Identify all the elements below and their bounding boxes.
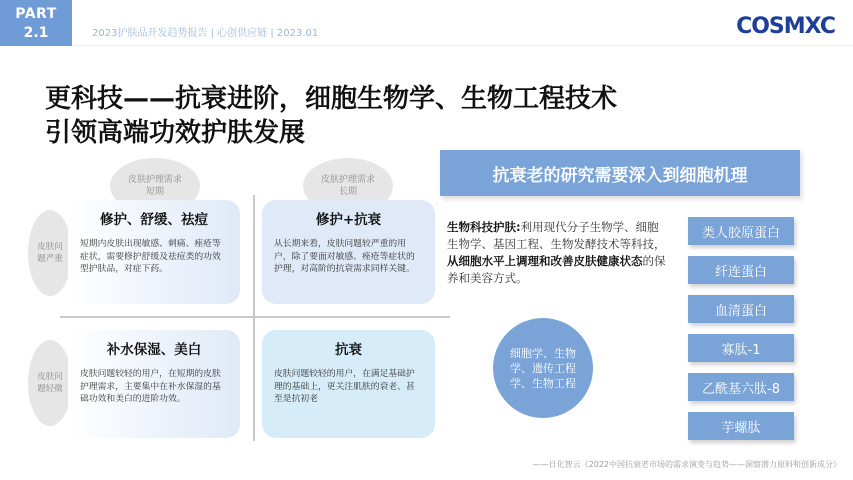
header-divider xyxy=(72,45,853,46)
biotech-description xyxy=(447,219,669,287)
desc-text-1: 利用现代分子生物学、细胞生物学、基因工程、生物发酵技术等科技， xyxy=(447,220,666,251)
bubble-long-term-line2: 长期 xyxy=(338,187,357,197)
card-text: 皮肤问题较轻的用户，在满足基础护理的基础上，更关注肌肤的衰老、甚至是抗初老 xyxy=(274,369,415,404)
ingredient-tag: 类人胶原蛋白 xyxy=(688,217,794,245)
desc-text-2: 的保养和美容方式。 xyxy=(447,254,666,285)
bubble-mild-text: 皮肤问题轻微 xyxy=(37,372,63,394)
bubble-short-term-line2: 短期 xyxy=(145,187,164,197)
desc-bold-term: 生物科技护肤: xyxy=(447,220,521,234)
disciplines-text: 细胞学、生物学、遗传工程学、生物工程 xyxy=(510,346,576,390)
card-title: 抗衰 xyxy=(335,342,362,358)
part-label: PART xyxy=(15,6,57,22)
ingredient-tag: 寡肽-1 xyxy=(688,334,794,362)
bubble-severe xyxy=(28,210,72,296)
ingredient-tag: 乙酰基六肽-8 xyxy=(688,373,794,401)
card-title: 修护+抗衰 xyxy=(315,212,382,228)
card-repair-soothe xyxy=(68,200,240,304)
bubble-short-term-line1: 皮肤护理需求 xyxy=(127,175,182,185)
page-title xyxy=(45,82,617,150)
part-badge xyxy=(0,0,72,46)
source-footnote: ——日化智云《2022中国抗衰老市场的需求演变与趋势——洞察潜力原料和创新成分》 xyxy=(532,460,841,469)
card-text: 短期内皮肤出现敏感、刺痛、痤疮等症状，需要修护舒缓及祛痘类的功效型护肤品，对症下药。 xyxy=(80,239,221,274)
ingredient-tag: 纤连蛋白 xyxy=(688,256,794,284)
page-title-line1: 更科技——抗衰进阶，细胞生物学、生物工程技术 xyxy=(45,84,618,114)
quadrant-axis-vertical xyxy=(253,195,255,441)
bubble-severe-text: 皮肤问题严重 xyxy=(37,242,63,264)
ingredient-tag: 血清蛋白 xyxy=(688,295,794,323)
card-text: 从长期来看，皮肤问题较严重的用户，除了要面对敏感、痤疮等症状的护理，对高阶的抗衰需求同样关键。 xyxy=(274,239,415,274)
page-title-line2: 引领高端功效护肤发展 xyxy=(45,118,306,148)
bubble-mild xyxy=(28,340,72,426)
quadrant-axis-horizontal xyxy=(60,316,450,318)
ingredient-tag: 芋螺肽 xyxy=(688,412,794,440)
card-text: 皮肤问题较轻的用户，在短期的皮肤护理需求，主要集中在补水保湿的基础功效和美白的进阶功效。 xyxy=(80,369,221,404)
card-antiaging xyxy=(262,330,435,438)
disciplines-circle xyxy=(493,318,593,418)
part-number: 2.1 xyxy=(23,25,49,41)
card-repair-antiaging xyxy=(262,200,435,304)
card-title: 补水保湿、美白 xyxy=(106,342,202,358)
card-title: 修护、舒缓、祛痘 xyxy=(100,212,208,228)
bubble-long-term-line1: 皮肤护理需求 xyxy=(320,175,375,185)
desc-bold-highlight: 从细胞水平上调理和改善皮肤健康状态 xyxy=(447,254,643,268)
card-hydrate-whiten xyxy=(68,330,240,438)
research-banner: 抗衰老的研究需要深入到细胞机理 xyxy=(440,150,800,196)
report-title: 2023护肤品开发趋势报告 | 心创供应链 | 2023.01 xyxy=(92,28,319,39)
brand-logo: COSMXC xyxy=(736,14,835,39)
